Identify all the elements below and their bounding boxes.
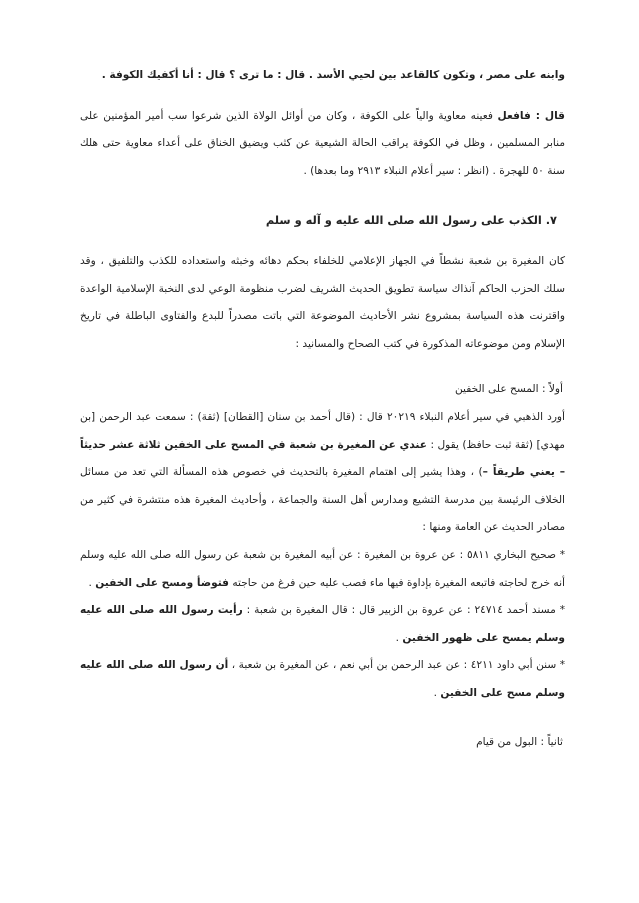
spacer [80, 235, 565, 248]
paragraph-intro [80, 404, 565, 542]
intro-text: ) ، وهذا يشير إلى اهتمام المغيرة بالتحديث في خصوص هذه المسألة التي تعد من مسائل الخلاف الرئيسة بين مدرسة التشيع ومدارس أهل السنة والجماعة ، وأحاديث المغيرة هذه منتشرة في كثير من مصادر الحديث عن العامة ومنها : [80, 466, 565, 534]
paragraph-text: وابنه على مصر ، وتكون كالقاعد بين لحيي الأسد . قال : ما ترى ؟ قال : أنا أكفيك الكوفة . [101, 69, 565, 81]
reference-ahmad [80, 597, 565, 652]
reference-text: * سنن أبي داود ٤٢١١ : عن عبد الرحمن بن أبي نعم ، عن المغيرة بن شعبة ، [228, 659, 565, 672]
spacer [80, 185, 565, 207]
paragraph-text: فعينه معاوية والياً على الكوفة ، وكان من أوائل الولاة الذين شرعوا سب أمير المؤمنين على منابر المسلمين ، وظل في الكوفة يراقب الحالة الشيعية عن كثب ويضيق الخناق على أعداء معاوية حتى هلك سنة ٥٠ للهجرة . (انظر : سير أعلام النبلاء ٢٩١٣ وما بعدها) . [80, 109, 565, 177]
reference-quote: أن رسول الله صلى الله عليه وسلم مسح على الخفين [80, 659, 565, 699]
section-heading-7: ٧. الكذب على رسول الله صلى الله عليه و آله و سلم [265, 213, 557, 228]
reference-end: . [395, 631, 403, 644]
paragraph-appointment [80, 103, 565, 186]
reference-quote: فتوضأ ومسح على الخفين [95, 576, 229, 589]
intro-quote: عندي عن المغيرة بن شعبة في المسح على الخفين ثلاثة عشر حديثاً – يعني طريقاً – [80, 438, 565, 479]
section-body-7: كان المغيرة بن شعبة نشطاً في الجهاز الإعلامي للخلفاء بحكم دهائه وخبثه واستعداده للكذب والتلفيق ، وقد سلك الحزب الحاكم آنذاك سياسة تطويق الحديث الشريف لضرب منظومة الوعي لدى النخبة الإسلامية الواعدة واقترنت هذه السياسة بمشروع نشر الأحاديث الموضوعة التي باتت مصدراً للبدع والفتاوى الباطلة في تاريخ الإسلام ومن موضوعاته المذكورة في كتب الصحاح والمسانيد : [80, 254, 565, 350]
reference-bukhari [80, 542, 565, 597]
paragraph-lead: قال : فافعل [497, 109, 565, 122]
reference-text: * صحيح البخاري ٥٨١١ : عن عروة بن المغيرة : عن أبيه المغيرة بن شعبة عن رسول الله صلى الله عليه وسلم أنه خرج لحاجته فاتبعه المغيرة بإداوة فيها ماء فصب عليه حين فرغ من حاجته [80, 548, 565, 589]
reference-quote: رأيت رسول الله صلى الله عليه وسلم يمسح على ظهور الخفين [80, 604, 565, 644]
subheading-first: أولاً : المسح على الخفين [454, 383, 563, 396]
reference-end: . [88, 576, 96, 589]
subheading-second: ثانياً : البول من قيام [476, 736, 563, 749]
reference-text: * مسند أحمد ٢٤٧١٤ : عن عروة بن الزبير قال : قال المغيرة بن شعبة : [242, 604, 565, 617]
intro-text: أورد الذهبي في سير أعلام النبلاء ٢٠٢١٩ قال : (قال أحمد بن سنان [القطان] (ثقة) : سمعت عبد الرحمن [بن مهدي] (ثقة ثبت حافظ) يقول : [80, 410, 565, 451]
spacer [80, 358, 565, 376]
spacer [80, 90, 565, 103]
spacer [80, 707, 565, 729]
paragraph-continuation [80, 62, 565, 90]
reference-abudawud [80, 652, 565, 707]
reference-end: . [433, 686, 441, 699]
